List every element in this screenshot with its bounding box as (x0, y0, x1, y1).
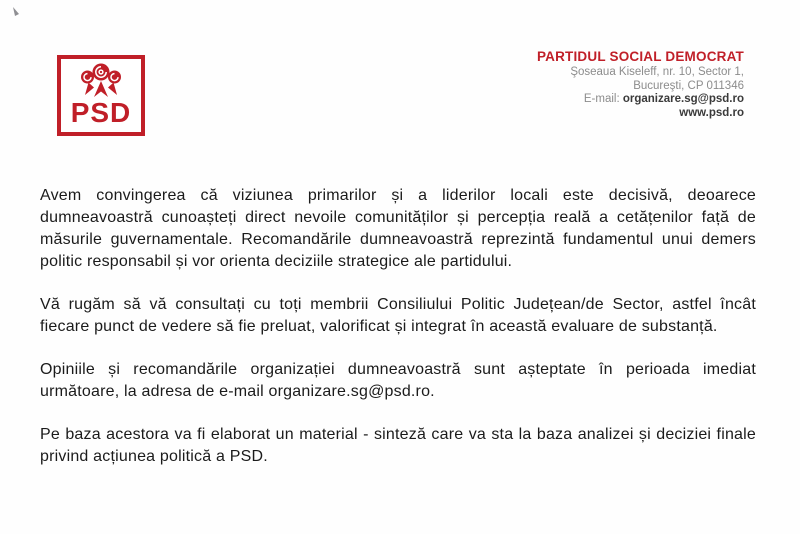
psd-roses-icon (77, 61, 125, 101)
letter-body (40, 185, 756, 489)
paragraph-2: Vă rugăm să vă consultați cu toți membrii Consiliului Politic Județean/de Sector, astfel încât fiecare punct de vedere să fie preluat, valorificat și integrat în această evaluare de substanță. (40, 296, 756, 335)
paragraph-1: Avem convingerea că viziunea primarilor și a liderilor locali este decisivă, deoarece dumneavoastră cunoașteți direct nevoile comunităților și percepția reală a cetățenilor față de măsurile guvernamentale. Recomandările dumneavoastră reprezintă fundamentul unui demers politic responsabil și vor orienta deciziile strategice ale partidului. (40, 187, 756, 270)
email-line (537, 93, 744, 107)
psd-logo-text: PSD (70, 97, 132, 128)
party-name: PARTIDUL SOCIAL DEMOCRAT (536, 49, 744, 64)
scan-artifact-mark (11, 6, 21, 18)
scan-artifact (11, 5, 21, 17)
email-address: organizare.sg@psd.ro (622, 93, 744, 105)
paragraph-4: Pe baza acestora va fi elaborat un material - sinteză care va sta la baza analizei și deciziei finale privind acțiunea politică a PSD. (40, 426, 756, 465)
letterhead-contact-block (537, 49, 744, 120)
address-line-2: Bucureşti, CP 011346 (633, 79, 744, 92)
psd-logo (57, 55, 145, 136)
website: www.psd.ro (679, 106, 744, 119)
email-label: E-mail: (583, 93, 623, 105)
paragraph-3: Opiniile și recomandările organizației dumneavoastră sunt așteptate în perioada imediat următoare, la adresa de e-mail organizare.sg@psd.ro. (40, 361, 756, 400)
address-line-1: Şoseaua Kiseleff, nr. 10, Sector 1, (570, 66, 744, 78)
